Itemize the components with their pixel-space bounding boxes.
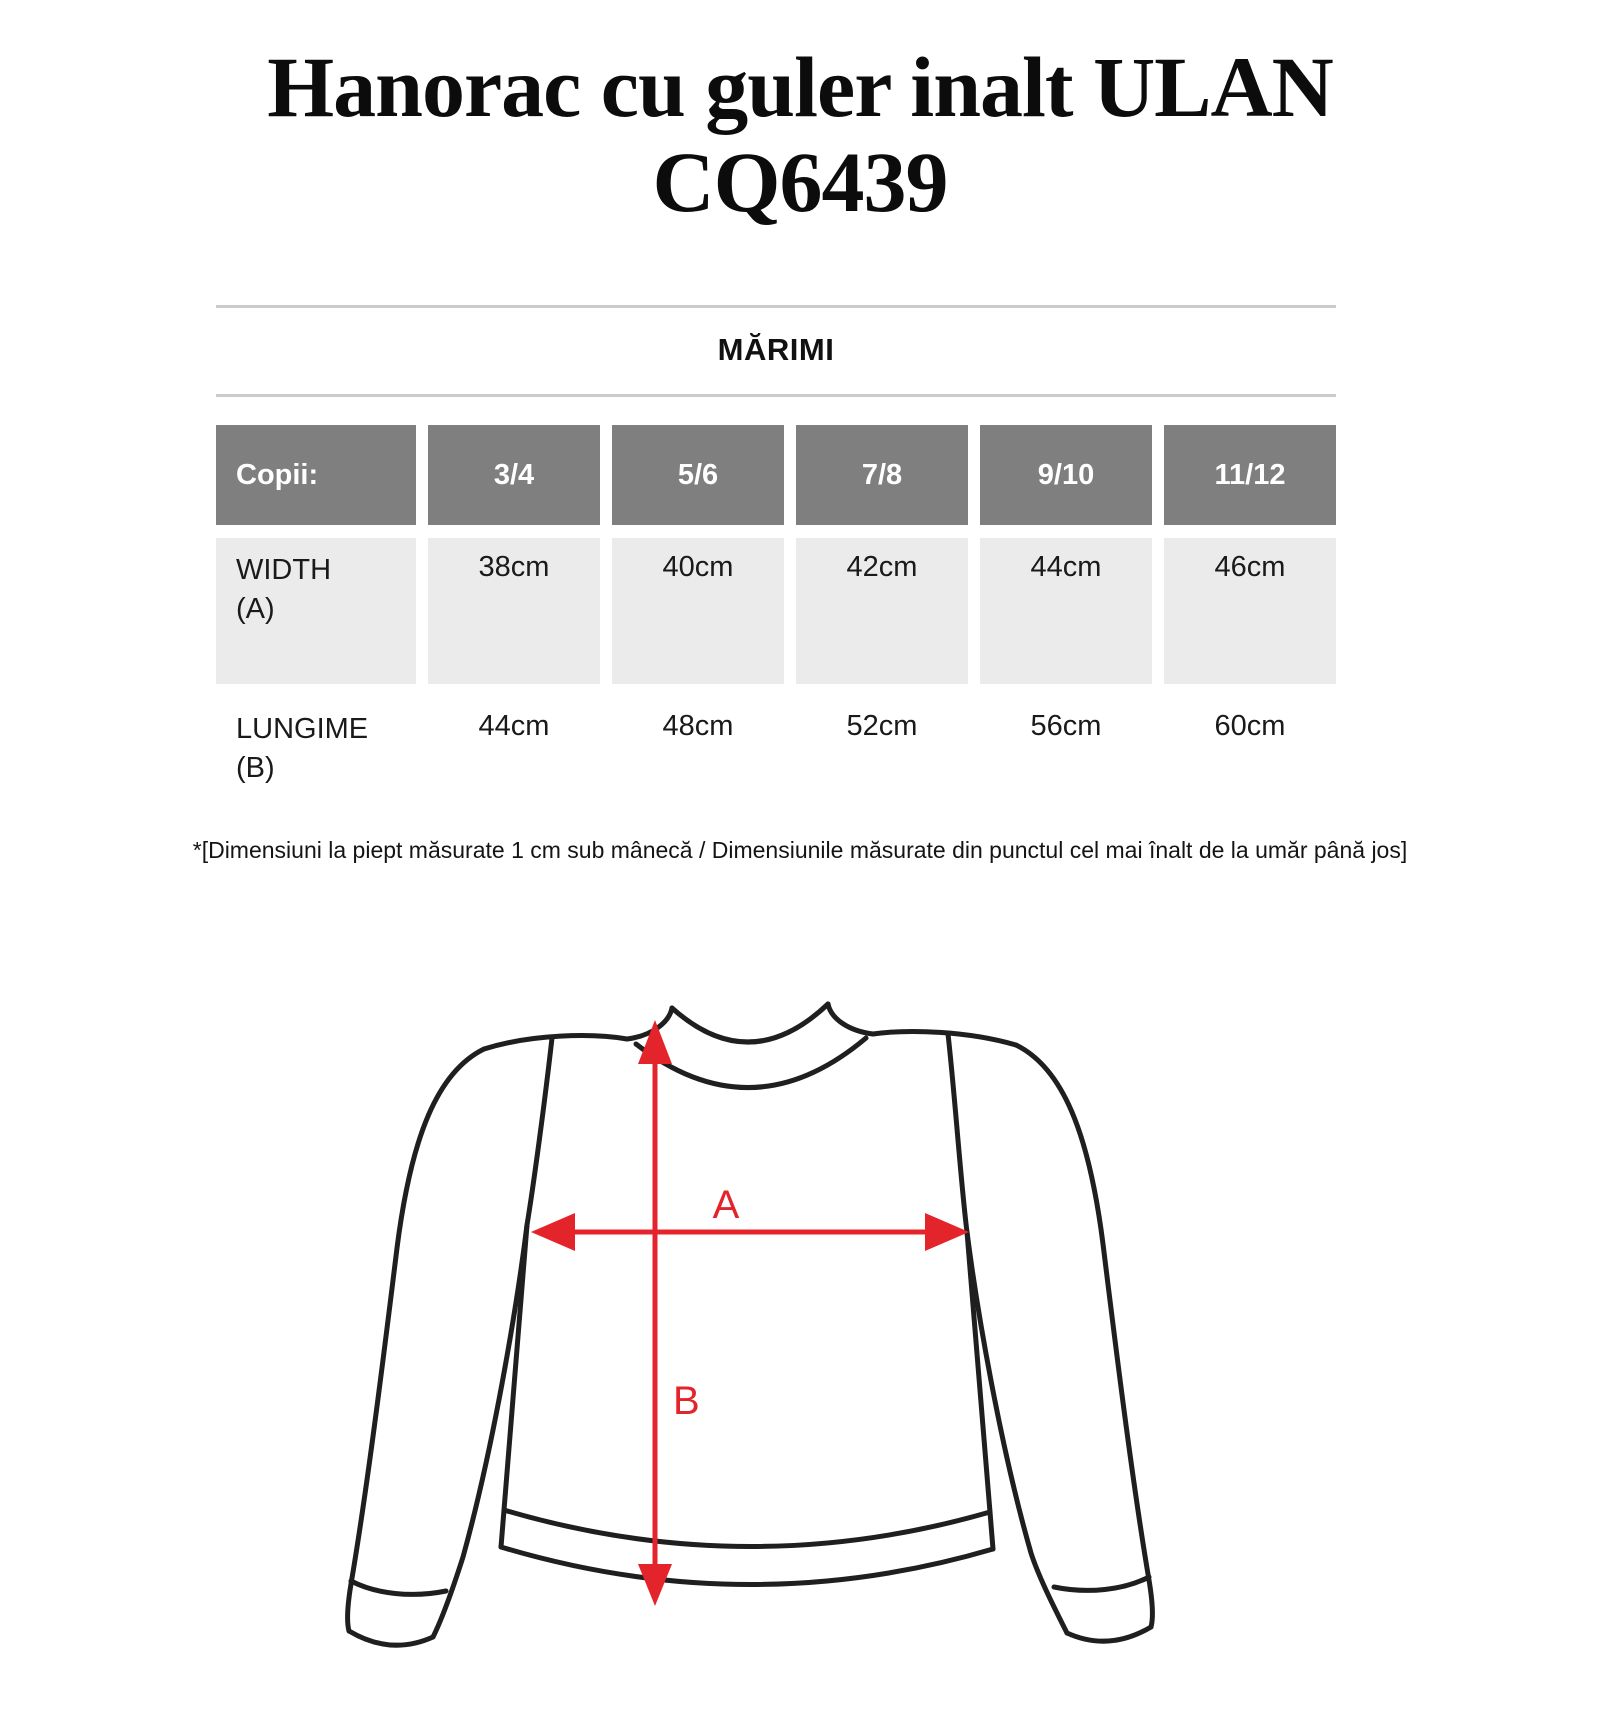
page-title xyxy=(0,0,1600,229)
sizes-section xyxy=(0,305,1600,864)
left-sleeve-outer xyxy=(348,1049,484,1631)
hem-top-curve xyxy=(504,1510,990,1547)
right-shoulder xyxy=(873,1032,1016,1045)
body-right-side xyxy=(967,1232,993,1549)
measure-arrow-a xyxy=(531,1213,969,1251)
sweater-outline xyxy=(348,1004,1153,1645)
table-header-size: 11/12 xyxy=(1164,425,1336,525)
left-cuff-line xyxy=(351,1581,446,1594)
divider-top xyxy=(216,305,1336,308)
label-b: B xyxy=(673,1379,700,1424)
page-title-line1: Hanorac cu guler inalt ULAN xyxy=(267,39,1333,135)
measure-arrow-b xyxy=(638,1020,672,1606)
lungime-value: 60cm xyxy=(1214,710,1286,743)
sweater-size-diagram xyxy=(320,880,1280,1670)
right-sleeve-outer xyxy=(1016,1045,1152,1627)
row-label-line: WIDTH xyxy=(236,554,332,587)
hem-bottom-curve xyxy=(501,1547,993,1585)
width-value: 46cm xyxy=(1164,538,1336,684)
left-sleeve-seam xyxy=(527,1038,552,1225)
right-cuff-line xyxy=(1054,1577,1149,1590)
collar-right-peak xyxy=(828,1004,873,1034)
arrow-a-head-left xyxy=(531,1213,575,1251)
table-header-copii: Copii: xyxy=(216,425,416,525)
arrow-a-head-right xyxy=(925,1213,969,1251)
collar-inner-curve xyxy=(672,1004,828,1042)
row-label-line: (A) xyxy=(236,593,275,626)
divider-bottom xyxy=(216,394,1336,397)
size-table xyxy=(216,425,1336,809)
lungime-value: 52cm xyxy=(846,710,918,743)
arrow-b-head-down xyxy=(638,1564,672,1606)
table-header-size: 7/8 xyxy=(796,425,968,525)
row-label-lungime xyxy=(216,697,416,809)
label-a: A xyxy=(712,1183,740,1228)
table-header-size: 9/10 xyxy=(980,425,1152,525)
width-value: 38cm xyxy=(428,538,600,684)
lungime-value: 56cm xyxy=(1030,710,1102,743)
left-sleeve-inner xyxy=(433,1225,527,1637)
arrow-b-head-up xyxy=(638,1020,672,1064)
left-shoulder xyxy=(484,1036,627,1049)
table-header-size: 5/6 xyxy=(612,425,784,525)
body-left-side xyxy=(501,1225,527,1547)
width-value: 42cm xyxy=(796,538,968,684)
row-label-line: LUNGIME xyxy=(236,713,369,746)
lungime-value: 48cm xyxy=(662,710,734,743)
right-sleeve-seam xyxy=(948,1034,967,1232)
measurement-note: *[Dimensiuni la piept măsurate 1 cm sub mânecă / Dimensiunile măsurate din punctul cel mai înalt de la umăr până jos] xyxy=(192,837,1408,864)
sweater-diagram-svg xyxy=(320,880,1280,1670)
width-value: 40cm xyxy=(612,538,784,684)
right-cuff-bottom xyxy=(1067,1627,1151,1641)
row-label-width xyxy=(216,538,416,684)
sizes-heading: MĂRIMI xyxy=(717,332,835,368)
left-cuff-bottom xyxy=(349,1631,433,1645)
table-header-size: 3/4 xyxy=(428,425,600,525)
width-value: 44cm xyxy=(980,538,1152,684)
row-label-line: (B) xyxy=(236,752,275,785)
lungime-value: 44cm xyxy=(478,710,550,743)
page-title-line2: CQ6439 xyxy=(652,133,948,230)
